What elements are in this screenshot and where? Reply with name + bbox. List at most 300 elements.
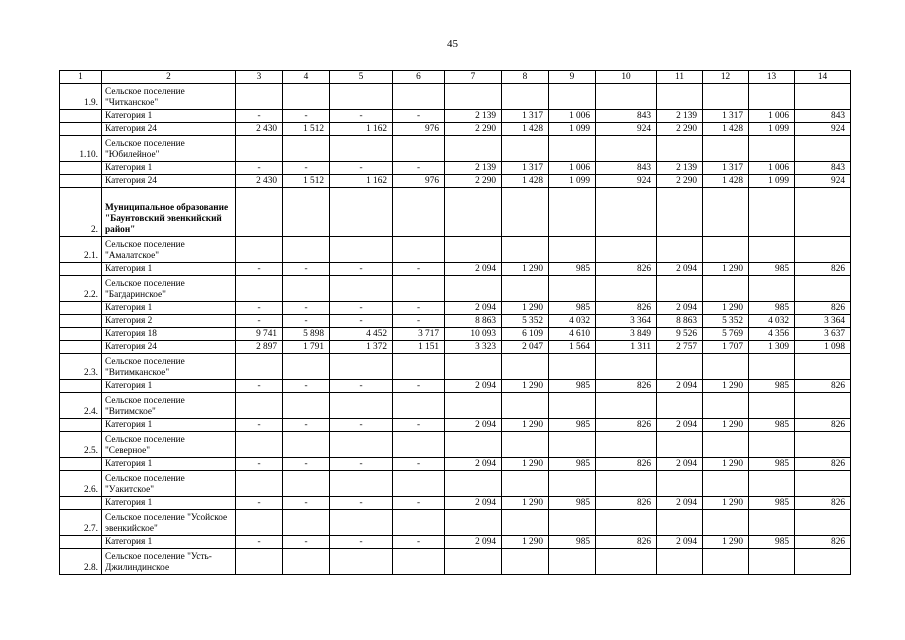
value-cell — [502, 510, 549, 536]
value-cell: - — [236, 110, 283, 123]
value-cell: 1 290 — [502, 302, 549, 315]
value-cell — [502, 188, 549, 237]
value-cell — [795, 354, 851, 380]
value-cell: 4 452 — [330, 328, 393, 341]
value-cell: 3 364 — [596, 315, 657, 328]
value-cell: 2 757 — [657, 341, 703, 354]
value-cell — [596, 188, 657, 237]
row-name: Категория 1 — [102, 536, 236, 549]
value-cell — [393, 432, 445, 458]
value-cell — [596, 136, 657, 162]
value-cell: 8 863 — [657, 315, 703, 328]
row-name: Сельское поселение "Усть-Джилиндинское — [102, 549, 236, 575]
row-number: 1.9. — [60, 84, 102, 110]
row-number: 2.8. — [60, 549, 102, 575]
value-cell: 5 352 — [502, 315, 549, 328]
value-cell: - — [236, 458, 283, 471]
value-cell: 826 — [596, 497, 657, 510]
row-number — [60, 497, 102, 510]
row-number — [60, 110, 102, 123]
value-cell: - — [393, 536, 445, 549]
value-cell — [393, 549, 445, 575]
value-cell: - — [283, 263, 330, 276]
row-number: 2. — [60, 188, 102, 237]
value-cell — [549, 549, 596, 575]
value-cell: 8 863 — [445, 315, 502, 328]
value-cell: 985 — [749, 419, 795, 432]
value-cell — [330, 510, 393, 536]
value-cell: 2 139 — [657, 162, 703, 175]
value-cell — [283, 237, 330, 263]
row-name: Категория 2 — [102, 315, 236, 328]
value-cell: 1 428 — [703, 123, 749, 136]
value-cell: 1 317 — [502, 162, 549, 175]
row-number — [60, 328, 102, 341]
value-cell — [549, 393, 596, 419]
row-number — [60, 123, 102, 136]
value-cell: - — [330, 497, 393, 510]
row-number — [60, 175, 102, 188]
value-cell: - — [283, 458, 330, 471]
value-cell — [749, 276, 795, 302]
value-cell: 826 — [795, 458, 851, 471]
value-cell — [657, 237, 703, 263]
value-cell: - — [236, 302, 283, 315]
value-cell: 2 897 — [236, 341, 283, 354]
value-cell: 826 — [795, 263, 851, 276]
section-row — [60, 354, 851, 380]
row-number — [60, 341, 102, 354]
category-row — [60, 341, 851, 354]
value-cell: 1 290 — [703, 263, 749, 276]
value-cell — [502, 276, 549, 302]
row-name: Сельское поселение "Витимканское" — [102, 354, 236, 380]
value-cell: 1 290 — [703, 458, 749, 471]
value-cell — [549, 136, 596, 162]
value-cell — [236, 510, 283, 536]
value-cell: 1 317 — [502, 110, 549, 123]
value-cell — [549, 276, 596, 302]
value-cell — [445, 188, 502, 237]
value-cell: 10 093 — [445, 328, 502, 341]
section-row — [60, 84, 851, 110]
value-cell: 985 — [549, 536, 596, 549]
column-number-12: 12 — [703, 71, 749, 84]
value-cell: 826 — [596, 380, 657, 393]
row-name: Сельское поселение "Северное" — [102, 432, 236, 458]
row-number — [60, 315, 102, 328]
category-row — [60, 536, 851, 549]
value-cell: 1 317 — [703, 110, 749, 123]
row-number — [60, 536, 102, 549]
value-cell — [445, 84, 502, 110]
value-cell: 2 047 — [502, 341, 549, 354]
category-row — [60, 497, 851, 510]
value-cell — [502, 471, 549, 497]
value-cell — [502, 432, 549, 458]
value-cell — [549, 188, 596, 237]
value-cell: 843 — [795, 110, 851, 123]
value-cell: 985 — [549, 302, 596, 315]
value-cell — [596, 432, 657, 458]
value-cell: 1 006 — [749, 162, 795, 175]
row-number — [60, 263, 102, 276]
value-cell: 826 — [596, 419, 657, 432]
value-cell — [502, 393, 549, 419]
page-number: 45 — [447, 38, 458, 50]
column-number-row — [60, 71, 851, 84]
value-cell: - — [236, 419, 283, 432]
row-number: 1.10. — [60, 136, 102, 162]
value-cell — [795, 84, 851, 110]
value-cell: 985 — [549, 458, 596, 471]
value-cell — [330, 237, 393, 263]
value-cell — [283, 136, 330, 162]
row-name: Категория 1 — [102, 497, 236, 510]
value-cell — [657, 136, 703, 162]
value-cell — [795, 188, 851, 237]
column-number-9: 9 — [549, 71, 596, 84]
value-cell — [657, 432, 703, 458]
value-cell: - — [236, 497, 283, 510]
value-cell: 2 094 — [657, 419, 703, 432]
value-cell — [236, 471, 283, 497]
value-cell: 1 290 — [502, 263, 549, 276]
section-row — [60, 136, 851, 162]
value-cell — [393, 510, 445, 536]
value-cell — [703, 471, 749, 497]
value-cell — [502, 354, 549, 380]
value-cell: 2 094 — [657, 536, 703, 549]
row-number: 2.3. — [60, 354, 102, 380]
value-cell — [703, 237, 749, 263]
value-cell: 1 099 — [749, 123, 795, 136]
value-cell: 1 290 — [502, 536, 549, 549]
value-cell: - — [283, 419, 330, 432]
value-cell — [749, 393, 795, 419]
row-name: Сельское поселение "Амалатское" — [102, 237, 236, 263]
value-cell — [445, 276, 502, 302]
section-row — [60, 510, 851, 536]
value-cell — [445, 393, 502, 419]
row-name: Категория 1 — [102, 110, 236, 123]
row-name: Категория 1 — [102, 162, 236, 175]
value-cell: - — [236, 315, 283, 328]
row-name: Категория 24 — [102, 123, 236, 136]
value-cell — [549, 432, 596, 458]
value-cell: 3 323 — [445, 341, 502, 354]
value-cell: - — [236, 263, 283, 276]
value-cell: 2 094 — [657, 263, 703, 276]
value-cell — [330, 549, 393, 575]
value-cell: 2 094 — [445, 536, 502, 549]
value-cell: 985 — [549, 419, 596, 432]
value-cell: 1 098 — [795, 341, 851, 354]
value-cell: 2 094 — [445, 380, 502, 393]
value-cell: - — [330, 263, 393, 276]
value-cell — [703, 549, 749, 575]
value-cell — [236, 354, 283, 380]
value-cell — [657, 84, 703, 110]
value-cell: - — [393, 162, 445, 175]
value-cell — [283, 432, 330, 458]
row-name: Сельское поселение "Читканское" — [102, 84, 236, 110]
value-cell — [236, 188, 283, 237]
column-number-7: 7 — [445, 71, 502, 84]
value-cell — [749, 84, 795, 110]
value-cell: 976 — [393, 123, 445, 136]
value-cell — [795, 276, 851, 302]
value-cell — [795, 136, 851, 162]
value-cell: 2 094 — [445, 263, 502, 276]
category-row — [60, 110, 851, 123]
value-cell — [749, 354, 795, 380]
value-cell: 1 791 — [283, 341, 330, 354]
value-cell — [330, 84, 393, 110]
value-cell: 4 032 — [549, 315, 596, 328]
value-cell: 826 — [795, 302, 851, 315]
value-cell — [236, 549, 283, 575]
value-cell: 2 094 — [657, 380, 703, 393]
value-cell — [330, 471, 393, 497]
category-row — [60, 162, 851, 175]
value-cell: 985 — [749, 380, 795, 393]
row-name: Сельское поселение "Юбилейное" — [102, 136, 236, 162]
value-cell: 976 — [393, 175, 445, 188]
value-cell: 1 290 — [502, 380, 549, 393]
value-cell — [703, 84, 749, 110]
value-cell: 1 311 — [596, 341, 657, 354]
value-cell — [236, 237, 283, 263]
value-cell: 1 512 — [283, 175, 330, 188]
value-cell — [330, 136, 393, 162]
value-cell: 1 564 — [549, 341, 596, 354]
value-cell — [445, 354, 502, 380]
section-row — [60, 432, 851, 458]
value-cell — [596, 237, 657, 263]
value-cell: - — [283, 162, 330, 175]
value-cell: 985 — [749, 536, 795, 549]
value-cell: 1 290 — [502, 419, 549, 432]
value-cell — [749, 136, 795, 162]
row-number: 2.6. — [60, 471, 102, 497]
value-cell: 1 290 — [703, 536, 749, 549]
value-cell — [283, 510, 330, 536]
value-cell — [445, 510, 502, 536]
column-number-10: 10 — [596, 71, 657, 84]
value-cell: - — [330, 162, 393, 175]
value-cell — [749, 549, 795, 575]
value-cell — [703, 188, 749, 237]
value-cell: 985 — [749, 302, 795, 315]
value-cell: - — [330, 110, 393, 123]
value-cell: 1 290 — [502, 497, 549, 510]
value-cell — [502, 237, 549, 263]
value-cell — [393, 237, 445, 263]
category-row — [60, 263, 851, 276]
value-cell: 985 — [749, 263, 795, 276]
value-cell: 2 139 — [445, 110, 502, 123]
category-row — [60, 302, 851, 315]
value-cell — [657, 471, 703, 497]
value-cell: 2 290 — [657, 123, 703, 136]
value-cell: - — [393, 458, 445, 471]
value-cell: - — [393, 263, 445, 276]
value-cell — [795, 393, 851, 419]
value-cell — [283, 354, 330, 380]
value-cell — [445, 432, 502, 458]
row-name: Категория 24 — [102, 341, 236, 354]
tariff-table — [59, 70, 851, 575]
value-cell: 3 637 — [795, 328, 851, 341]
value-cell: 2 139 — [445, 162, 502, 175]
row-number — [60, 302, 102, 315]
value-cell — [596, 549, 657, 575]
value-cell: 2 094 — [445, 419, 502, 432]
category-row — [60, 380, 851, 393]
value-cell: 924 — [596, 123, 657, 136]
value-cell — [549, 510, 596, 536]
value-cell: - — [236, 380, 283, 393]
value-cell: 1 512 — [283, 123, 330, 136]
row-name: Сельское поселение "Багдаринское" — [102, 276, 236, 302]
value-cell: 2 094 — [445, 458, 502, 471]
row-number: 2.1. — [60, 237, 102, 263]
value-cell: 1 006 — [549, 110, 596, 123]
value-cell: 826 — [795, 497, 851, 510]
table-body — [60, 71, 851, 575]
value-cell — [749, 471, 795, 497]
value-cell: 1 428 — [502, 123, 549, 136]
value-cell — [549, 471, 596, 497]
value-cell: 1 707 — [703, 341, 749, 354]
value-cell — [393, 188, 445, 237]
value-cell: 1 006 — [749, 110, 795, 123]
value-cell — [596, 471, 657, 497]
value-cell: - — [283, 536, 330, 549]
value-cell: 985 — [549, 497, 596, 510]
row-number — [60, 162, 102, 175]
value-cell — [703, 432, 749, 458]
value-cell: - — [393, 315, 445, 328]
value-cell — [393, 393, 445, 419]
value-cell — [795, 471, 851, 497]
value-cell: - — [393, 419, 445, 432]
value-cell: 1 162 — [330, 175, 393, 188]
value-cell — [749, 188, 795, 237]
row-number — [60, 419, 102, 432]
value-cell: 2 430 — [236, 175, 283, 188]
value-cell: - — [393, 380, 445, 393]
value-cell: 1 006 — [549, 162, 596, 175]
column-number-1: 1 — [60, 71, 102, 84]
category-row — [60, 328, 851, 341]
value-cell — [795, 432, 851, 458]
value-cell — [549, 237, 596, 263]
value-cell — [549, 354, 596, 380]
value-cell: 3 849 — [596, 328, 657, 341]
column-number-14: 14 — [795, 71, 851, 84]
value-cell: - — [330, 302, 393, 315]
value-cell — [596, 393, 657, 419]
value-cell: 4 356 — [749, 328, 795, 341]
value-cell: 5 769 — [703, 328, 749, 341]
value-cell — [283, 393, 330, 419]
value-cell: 826 — [795, 419, 851, 432]
value-cell: 2 290 — [445, 123, 502, 136]
value-cell — [703, 393, 749, 419]
value-cell — [657, 354, 703, 380]
category-row — [60, 123, 851, 136]
row-number: 2.4. — [60, 393, 102, 419]
value-cell — [330, 276, 393, 302]
row-name: Сельское поселение "Усойское эвенкийское" — [102, 510, 236, 536]
value-cell: 9 526 — [657, 328, 703, 341]
category-row — [60, 419, 851, 432]
row-name: Категория 1 — [102, 419, 236, 432]
column-number-8: 8 — [502, 71, 549, 84]
value-cell — [657, 510, 703, 536]
value-cell: 826 — [795, 380, 851, 393]
row-number: 2.5. — [60, 432, 102, 458]
value-cell: 1 162 — [330, 123, 393, 136]
value-cell: 985 — [549, 380, 596, 393]
column-number-11: 11 — [657, 71, 703, 84]
value-cell: 4 032 — [749, 315, 795, 328]
value-cell: 924 — [795, 175, 851, 188]
column-number-6: 6 — [393, 71, 445, 84]
value-cell: - — [283, 315, 330, 328]
value-cell — [657, 188, 703, 237]
section-row — [60, 188, 851, 237]
row-name: Категория 1 — [102, 458, 236, 471]
value-cell: 826 — [596, 263, 657, 276]
value-cell — [596, 84, 657, 110]
row-name: Категория 24 — [102, 175, 236, 188]
value-cell: 1 290 — [703, 497, 749, 510]
section-row — [60, 237, 851, 263]
category-row — [60, 458, 851, 471]
value-cell — [445, 471, 502, 497]
value-cell — [502, 549, 549, 575]
column-number-2: 2 — [102, 71, 236, 84]
value-cell: 6 109 — [502, 328, 549, 341]
value-cell: - — [283, 497, 330, 510]
value-cell: 1 099 — [549, 123, 596, 136]
value-cell — [795, 510, 851, 536]
section-row — [60, 549, 851, 575]
column-number-5: 5 — [330, 71, 393, 84]
value-cell — [795, 549, 851, 575]
value-cell: 1 099 — [749, 175, 795, 188]
value-cell: 924 — [795, 123, 851, 136]
value-cell — [283, 549, 330, 575]
value-cell — [283, 276, 330, 302]
value-cell: 2 094 — [657, 458, 703, 471]
value-cell — [330, 188, 393, 237]
value-cell: 1 428 — [502, 175, 549, 188]
row-name: Сельское поселение "Витимское" — [102, 393, 236, 419]
value-cell: 1 290 — [703, 380, 749, 393]
value-cell: 5 352 — [703, 315, 749, 328]
value-cell — [330, 354, 393, 380]
row-name: Муниципальное образование "Баунтовский эвенкийский район" — [102, 188, 236, 237]
value-cell: 826 — [795, 536, 851, 549]
value-cell — [236, 276, 283, 302]
value-cell: 985 — [549, 263, 596, 276]
value-cell — [703, 354, 749, 380]
value-cell — [283, 188, 330, 237]
